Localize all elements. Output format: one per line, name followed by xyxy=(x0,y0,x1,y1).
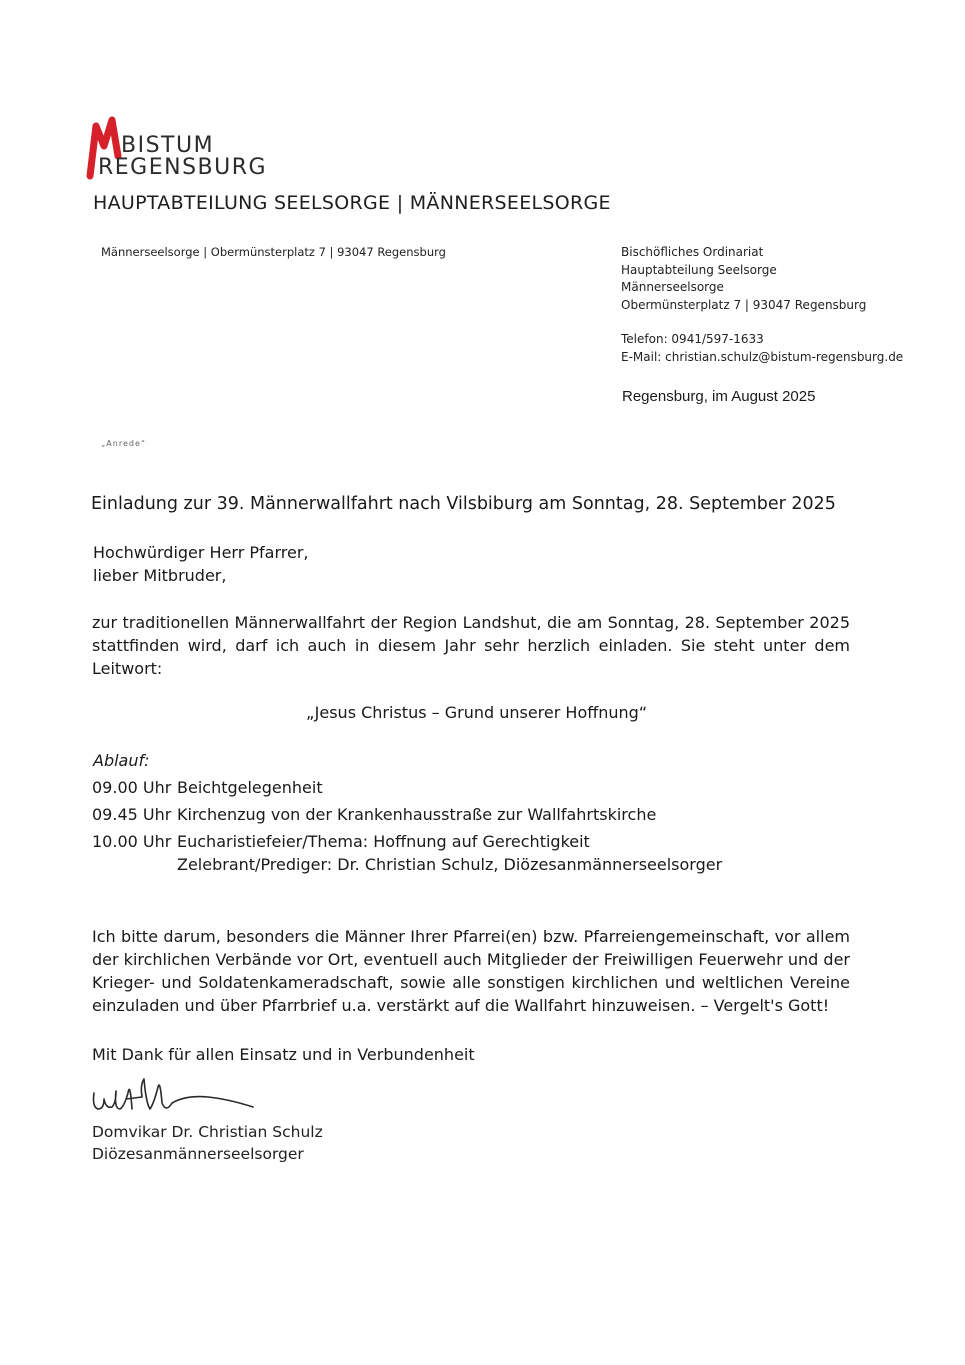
schedule-desc: Eucharistiefeier/Thema: Hoffnung auf Gerechtigkeit xyxy=(177,832,590,851)
schedule-time: 09.00 Uhr xyxy=(92,778,172,797)
schedule-item xyxy=(92,832,792,854)
recipient-placeholder: „Anrede“ xyxy=(101,439,147,448)
schedule-item xyxy=(92,805,792,827)
celebrant-note: Zelebrant/Prediger: Dr. Christian Schulz, Diözesanmännerseelsorger xyxy=(177,855,723,874)
schedule-desc: Beichtgelegenheit xyxy=(177,778,323,797)
org-line-unit: Männerseelsorge xyxy=(621,280,724,294)
signatory-title: Diözesanmännerseelsorger xyxy=(92,1145,304,1163)
logo-text-regensburg: REGENSBURG xyxy=(98,155,268,180)
schedule-time: 10.00 Uhr xyxy=(92,832,172,851)
signature-block xyxy=(92,1121,323,1165)
letter-subject: Einladung zur 39. Männerwallfahrt nach Vilsbiburg am Sonntag, 28. September 2025 xyxy=(91,494,836,514)
schedule-time: 09.45 Uhr xyxy=(92,805,172,824)
organization-address xyxy=(621,244,866,314)
schedule-desc: Kirchenzug von der Krankenhausstraße zur Wallfahrtskirche xyxy=(177,805,657,824)
org-line-ordinariat: Bischöfliches Ordinariat xyxy=(621,245,764,259)
org-line-department: Hauptabteilung Seelsorge xyxy=(621,262,777,277)
signatory-name: Domvikar Dr. Christian Schulz xyxy=(92,1123,323,1141)
schedule-note xyxy=(92,855,792,877)
salutation-line-2: lieber Mitbruder, xyxy=(93,566,227,585)
motto: „Jesus Christus – Grund unserer Hoffnung“ xyxy=(306,703,648,722)
contact-block xyxy=(621,331,903,366)
department-heading: HAUPTABTEILUNG SEELSORGE | MÄNNERSEELSORGE xyxy=(93,192,611,214)
schedule-item xyxy=(92,778,792,800)
handwritten-signature xyxy=(88,1073,263,1117)
letter-date: Regensburg, im August 2025 xyxy=(622,388,816,405)
org-line-street: Obermünsterplatz 7 | 93047 Regensburg xyxy=(621,297,867,312)
intro-paragraph: zur traditionellen Männerwallfahrt der Region Landshut, die am Sonntag, 28. September 2025 stattfinden wird, darf ich auch in diesem Jahr sehr herzlich einladen. Sie steht unter dem Leitwort: xyxy=(92,613,850,678)
salutation-line-1: Hochwürdiger Herr Pfarrer, xyxy=(93,543,309,562)
phone-number: Telefon: 0941/597-1633 xyxy=(621,332,764,346)
request-paragraph: Ich bitte darum, besonders die Männer Ihrer Pfarrei(en) bzw. Pfarreiengemeinschaft, vor allem der kirchlichen Verbände vor Ort, eventuell auch Mitglieder der Freiwilligen Feuerwehr und der Krieger- und Soldatenkameradschaft, sowie alle sonstigen kirchlichen und weltlichen Vereine einzuladen und über Pfarrbrief u.a. verstärkt auf die Wallfahrt hinzuweisen. – Vergelt's Gott! xyxy=(92,927,850,1015)
logo-text-bistum: BISTUM xyxy=(121,133,215,158)
schedule-heading: Ablauf: xyxy=(93,751,150,770)
sender-return-address: Männerseelsorge | Obermünsterplatz 7 | 93047 Regensburg xyxy=(101,245,446,259)
email-address: E-Mail: christian.schulz@bistum-regensburg.de xyxy=(621,349,904,364)
closing-line: Mit Dank für allen Einsatz und in Verbundenheit xyxy=(92,1045,475,1064)
salutation xyxy=(93,541,309,587)
